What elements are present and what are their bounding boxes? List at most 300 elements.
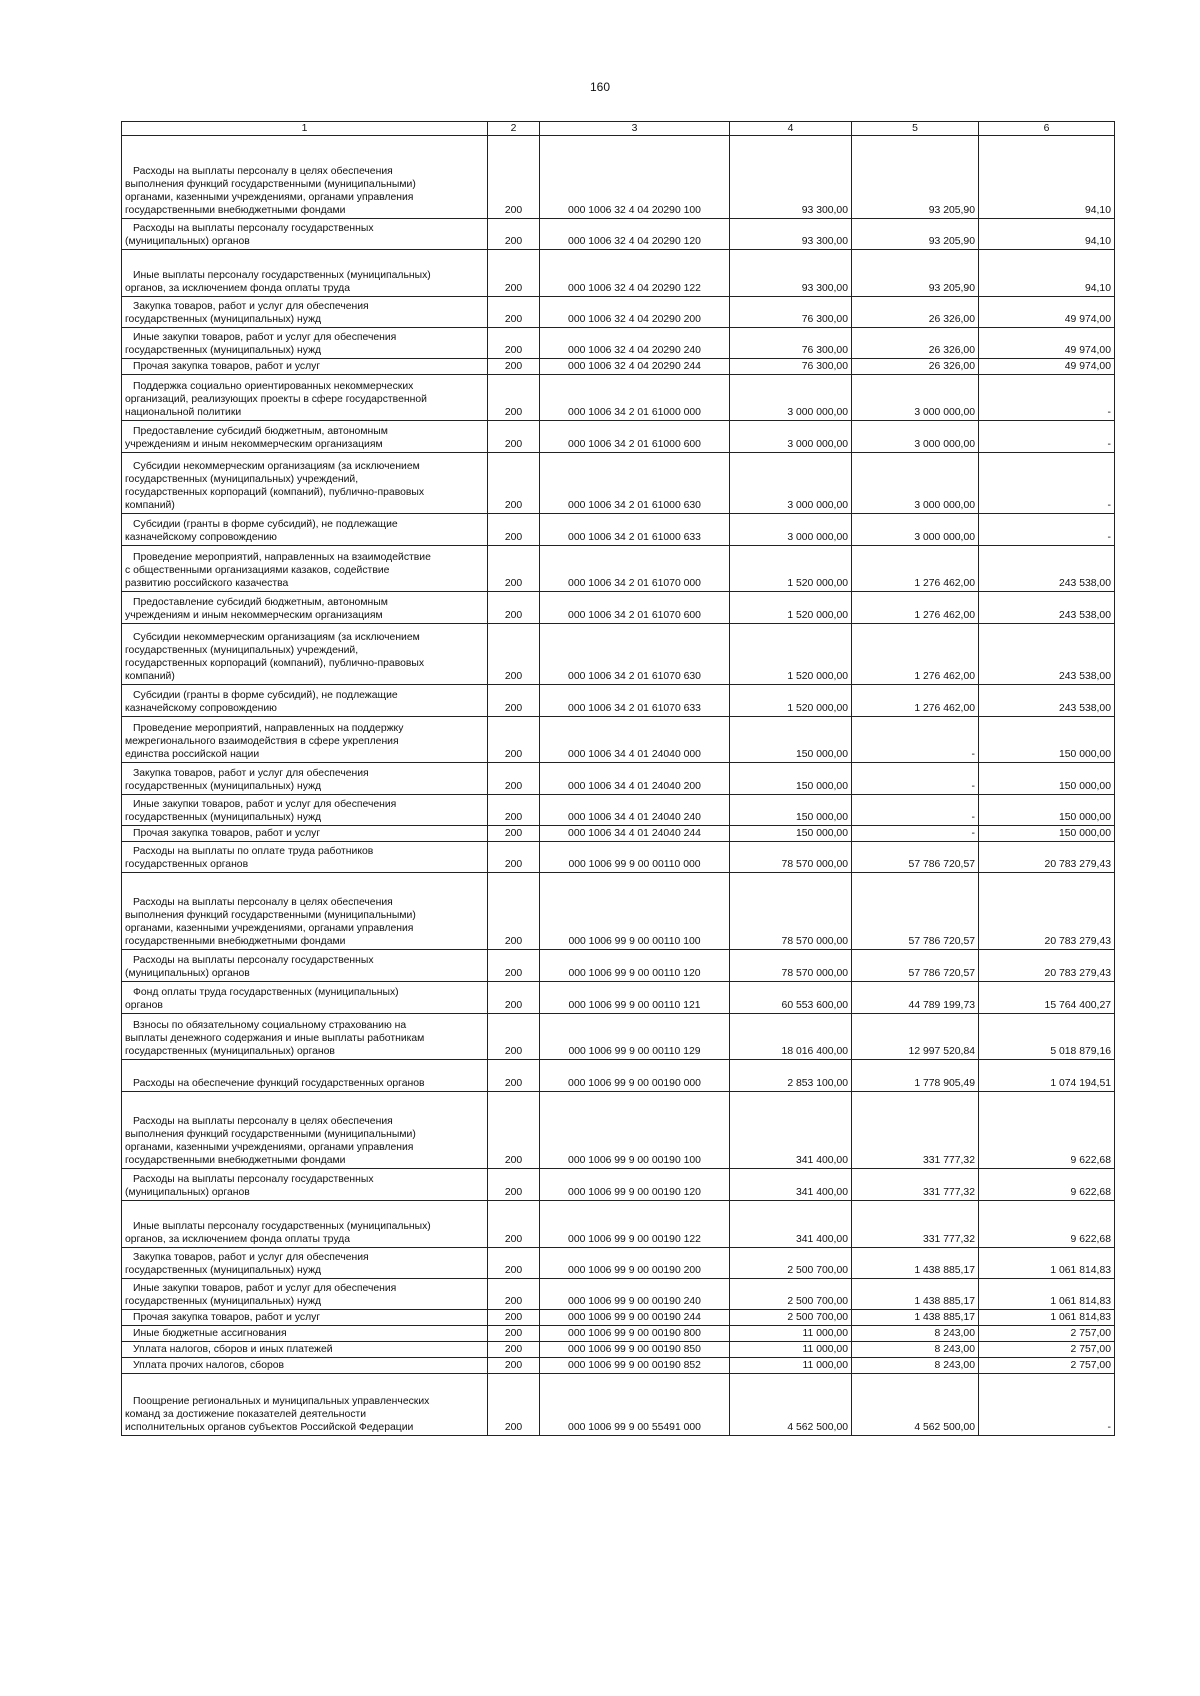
row-name-line: Расходы на выплаты персоналу в целях обеспечения bbox=[133, 897, 393, 908]
row-rest-cell: 1 074 194,51 bbox=[979, 1060, 1115, 1092]
row-plan-cell: 93 300,00 bbox=[730, 250, 852, 297]
row-kbk-cell: 000 1006 34 2 01 61070 630 bbox=[540, 624, 730, 685]
row-fact-cell: 1 438 885,17 bbox=[852, 1279, 979, 1310]
row-name-cell bbox=[122, 1248, 488, 1279]
row-name-cell bbox=[122, 1060, 488, 1092]
row-name-line: государственными внебюджетными фондами bbox=[125, 936, 346, 947]
row-rest-cell: 9 622,68 bbox=[979, 1201, 1115, 1248]
row-name-line: развитию российского казачества bbox=[125, 578, 289, 589]
table-row bbox=[122, 1279, 1115, 1310]
row-kbk-cell: 000 1006 99 9 00 00110 100 bbox=[540, 873, 730, 950]
row-rest-cell: 49 974,00 bbox=[979, 359, 1115, 375]
row-plan-cell: 76 300,00 bbox=[730, 359, 852, 375]
row-plan-cell: 78 570 000,00 bbox=[730, 950, 852, 982]
row-kbk-cell: 000 1006 99 9 00 00190 120 bbox=[540, 1169, 730, 1201]
table-row bbox=[122, 1342, 1115, 1358]
row-name-line: Уплата прочих налогов, сборов bbox=[133, 1360, 285, 1371]
row-name-line: Иные бюджетные ассигнования bbox=[133, 1328, 287, 1339]
row-fact-cell: 1 276 462,00 bbox=[852, 592, 979, 624]
row-fact-cell: 8 243,00 bbox=[852, 1342, 979, 1358]
row-kbk-cell: 000 1006 34 4 01 24040 244 bbox=[540, 826, 730, 842]
row-kbk-cell: 000 1006 32 4 04 20290 122 bbox=[540, 250, 730, 297]
row-name-line: команд за достижение показателей деятельности bbox=[125, 1409, 367, 1420]
row-plan-cell: 1 520 000,00 bbox=[730, 685, 852, 717]
row-kbk-cell: 000 1006 32 4 04 20290 120 bbox=[540, 219, 730, 250]
row-rest-cell: 5 018 879,16 bbox=[979, 1014, 1115, 1060]
row-fact-cell: 12 997 520,84 bbox=[852, 1014, 979, 1060]
row-name-line: Субсидии некоммерческим организациям (за исключением bbox=[133, 461, 420, 472]
row-rest-cell: 2 757,00 bbox=[979, 1358, 1115, 1374]
row-code-cell: 200 bbox=[488, 1310, 540, 1326]
row-fact-cell: 8 243,00 bbox=[852, 1326, 979, 1342]
row-name-cell bbox=[122, 219, 488, 250]
row-name-line: Закупка товаров, работ и услуг для обеспечения bbox=[133, 768, 369, 779]
row-code-cell: 200 bbox=[488, 1014, 540, 1060]
row-rest-cell: 49 974,00 bbox=[979, 328, 1115, 359]
row-kbk-cell: 000 1006 34 2 01 61000 600 bbox=[540, 421, 730, 453]
row-fact-cell: 3 000 000,00 bbox=[852, 375, 979, 421]
row-name-cell bbox=[122, 136, 488, 219]
row-name-line: Иные закупки товаров, работ и услуг для обеспечения bbox=[133, 799, 397, 810]
row-name-cell bbox=[122, 1342, 488, 1358]
row-name-line: Закупка товаров, работ и услуг для обеспечения bbox=[133, 1252, 369, 1263]
row-name-line: органов, за исключением фонда оплаты труда bbox=[125, 1234, 351, 1245]
row-kbk-cell: 000 1006 99 9 00 00190 852 bbox=[540, 1358, 730, 1374]
row-name-line: Субсидии (гранты в форме субсидий), не подлежащие bbox=[133, 519, 398, 530]
table-row bbox=[122, 375, 1115, 421]
row-plan-cell: 2 500 700,00 bbox=[730, 1279, 852, 1310]
row-plan-cell: 2 500 700,00 bbox=[730, 1248, 852, 1279]
row-fact-cell: 3 000 000,00 bbox=[852, 421, 979, 453]
row-name-line: Субсидии (гранты в форме субсидий), не подлежащие bbox=[133, 690, 398, 701]
row-name-cell bbox=[122, 297, 488, 328]
row-rest-cell: 243 538,00 bbox=[979, 624, 1115, 685]
row-name-line: Расходы на обеспечение функций государственных органов bbox=[133, 1078, 425, 1089]
row-name-line: компаний) bbox=[125, 500, 175, 511]
row-name-line: государственных (муниципальных) нужд bbox=[125, 812, 322, 823]
row-rest-cell: 9 622,68 bbox=[979, 1092, 1115, 1169]
row-name-line: Прочая закупка товаров, работ и услуг bbox=[133, 828, 321, 839]
row-name-line: Предоставление субсидий бюджетным, автономным bbox=[133, 597, 388, 608]
row-name-line: органов, за исключением фонда оплаты труда bbox=[125, 283, 351, 294]
row-name-line: Уплата налогов, сборов и иных платежей bbox=[133, 1344, 333, 1355]
column-header-1: 1 bbox=[122, 122, 488, 136]
row-code-cell: 200 bbox=[488, 795, 540, 826]
row-rest-cell: - bbox=[979, 1374, 1115, 1436]
table-row bbox=[122, 1358, 1115, 1374]
row-code-cell: 200 bbox=[488, 453, 540, 514]
row-name-cell bbox=[122, 375, 488, 421]
row-fact-cell: 8 243,00 bbox=[852, 1358, 979, 1374]
row-fact-cell: 1 438 885,17 bbox=[852, 1248, 979, 1279]
table-row bbox=[122, 219, 1115, 250]
row-name-line: компаний) bbox=[125, 671, 175, 682]
row-name-line: государственных (муниципальных) нужд bbox=[125, 781, 322, 792]
row-name-line: Проведение мероприятий, направленных на взаимодействие bbox=[133, 552, 431, 563]
row-kbk-cell: 000 1006 34 2 01 61070 600 bbox=[540, 592, 730, 624]
row-fact-cell: 1 276 462,00 bbox=[852, 624, 979, 685]
row-name-cell bbox=[122, 717, 488, 763]
row-plan-cell: 341 400,00 bbox=[730, 1201, 852, 1248]
row-kbk-cell: 000 1006 99 9 00 00190 200 bbox=[540, 1248, 730, 1279]
row-rest-cell: 20 783 279,43 bbox=[979, 842, 1115, 873]
row-name-cell bbox=[122, 873, 488, 950]
row-rest-cell: 150 000,00 bbox=[979, 826, 1115, 842]
row-name-line: единства российской нации bbox=[125, 749, 260, 760]
row-fact-cell: 3 000 000,00 bbox=[852, 453, 979, 514]
row-kbk-cell: 000 1006 99 9 00 00190 850 bbox=[540, 1342, 730, 1358]
row-code-cell: 200 bbox=[488, 873, 540, 950]
row-name-cell bbox=[122, 1169, 488, 1201]
table-row bbox=[122, 873, 1115, 950]
row-name-cell bbox=[122, 328, 488, 359]
row-plan-cell: 150 000,00 bbox=[730, 763, 852, 795]
row-code-cell: 200 bbox=[488, 685, 540, 717]
row-name-cell bbox=[122, 421, 488, 453]
row-fact-cell: 93 205,90 bbox=[852, 219, 979, 250]
row-plan-cell: 93 300,00 bbox=[730, 136, 852, 219]
row-fact-cell: 331 777,32 bbox=[852, 1201, 979, 1248]
table-row bbox=[122, 1060, 1115, 1092]
row-name-cell bbox=[122, 1014, 488, 1060]
table-row bbox=[122, 795, 1115, 826]
row-kbk-cell: 000 1006 99 9 00 00190 000 bbox=[540, 1060, 730, 1092]
row-code-cell: 200 bbox=[488, 136, 540, 219]
row-name-cell bbox=[122, 592, 488, 624]
row-rest-cell: 94,10 bbox=[979, 250, 1115, 297]
row-fact-cell: - bbox=[852, 763, 979, 795]
row-name-line: Расходы на выплаты персоналу государственных bbox=[133, 1174, 374, 1185]
row-name-line: Субсидии некоммерческим организациям (за исключением bbox=[133, 632, 420, 643]
row-name-line: Расходы на выплаты персоналу государственных bbox=[133, 955, 374, 966]
row-kbk-cell: 000 1006 34 4 01 24040 200 bbox=[540, 763, 730, 795]
row-name-line: государственных корпораций (компаний), публично-правовых bbox=[125, 487, 425, 498]
row-plan-cell: 3 000 000,00 bbox=[730, 453, 852, 514]
row-rest-cell: 20 783 279,43 bbox=[979, 873, 1115, 950]
row-name-line: (муниципальных) органов bbox=[125, 1187, 250, 1198]
row-code-cell: 200 bbox=[488, 546, 540, 592]
table-header-row bbox=[122, 122, 1115, 136]
row-name-line: выплаты денежного содержания и иные выплаты работникам bbox=[125, 1033, 425, 1044]
table-row bbox=[122, 1092, 1115, 1169]
table-row bbox=[122, 1201, 1115, 1248]
table-row bbox=[122, 842, 1115, 873]
row-fact-cell: - bbox=[852, 795, 979, 826]
column-header-2: 2 bbox=[488, 122, 540, 136]
row-plan-cell: 341 400,00 bbox=[730, 1169, 852, 1201]
row-code-cell: 200 bbox=[488, 826, 540, 842]
column-header-5: 5 bbox=[852, 122, 979, 136]
column-header-3: 3 bbox=[540, 122, 730, 136]
table-row bbox=[122, 1169, 1115, 1201]
row-kbk-cell: 000 1006 34 2 01 61070 000 bbox=[540, 546, 730, 592]
row-rest-cell: 150 000,00 bbox=[979, 717, 1115, 763]
row-name-line: государственных (муниципальных) учреждений, bbox=[125, 645, 359, 656]
row-plan-cell: 93 300,00 bbox=[730, 219, 852, 250]
row-name-line: (муниципальных) органов bbox=[125, 968, 250, 979]
row-plan-cell: 18 016 400,00 bbox=[730, 1014, 852, 1060]
row-name-line: Прочая закупка товаров, работ и услуг bbox=[133, 1312, 321, 1323]
row-code-cell: 200 bbox=[488, 1326, 540, 1342]
row-code-cell: 200 bbox=[488, 1248, 540, 1279]
row-rest-cell: 243 538,00 bbox=[979, 592, 1115, 624]
row-name-line: органами, казенными учреждениями, органами управления bbox=[125, 192, 414, 203]
row-code-cell: 200 bbox=[488, 1169, 540, 1201]
row-code-cell: 200 bbox=[488, 297, 540, 328]
row-kbk-cell: 000 1006 34 2 01 61000 630 bbox=[540, 453, 730, 514]
row-kbk-cell: 000 1006 99 9 00 00190 100 bbox=[540, 1092, 730, 1169]
row-rest-cell: 20 783 279,43 bbox=[979, 950, 1115, 982]
row-name-line: Предоставление субсидий бюджетным, автономным bbox=[133, 426, 388, 437]
row-name-line: Иные выплаты персоналу государственных (муниципальных) bbox=[133, 1221, 431, 1232]
row-name-line: государственных (муниципальных) нужд bbox=[125, 345, 322, 356]
row-plan-cell: 150 000,00 bbox=[730, 826, 852, 842]
row-name-cell bbox=[122, 624, 488, 685]
row-code-cell: 200 bbox=[488, 328, 540, 359]
row-code-cell: 200 bbox=[488, 717, 540, 763]
table-row bbox=[122, 826, 1115, 842]
row-name-cell bbox=[122, 1326, 488, 1342]
row-kbk-cell: 000 1006 32 4 04 20290 200 bbox=[540, 297, 730, 328]
row-name-line: выполнения функций государственными (муниципальными) bbox=[125, 179, 416, 190]
row-name-line: органов bbox=[125, 1000, 163, 1011]
row-kbk-cell: 000 1006 99 9 00 00190 122 bbox=[540, 1201, 730, 1248]
row-name-line: Иные выплаты персоналу государственных (муниципальных) bbox=[133, 270, 431, 281]
row-code-cell: 200 bbox=[488, 842, 540, 873]
row-fact-cell: - bbox=[852, 717, 979, 763]
row-rest-cell: 49 974,00 bbox=[979, 297, 1115, 328]
table-row bbox=[122, 514, 1115, 546]
row-rest-cell: 94,10 bbox=[979, 219, 1115, 250]
row-fact-cell: 26 326,00 bbox=[852, 328, 979, 359]
row-kbk-cell: 000 1006 99 9 00 00110 000 bbox=[540, 842, 730, 873]
row-name-cell bbox=[122, 1092, 488, 1169]
row-kbk-cell: 000 1006 32 4 04 20290 100 bbox=[540, 136, 730, 219]
row-name-cell bbox=[122, 982, 488, 1014]
row-name-cell bbox=[122, 1279, 488, 1310]
row-name-line: Закупка товаров, работ и услуг для обеспечения bbox=[133, 301, 369, 312]
row-plan-cell: 78 570 000,00 bbox=[730, 842, 852, 873]
table-row bbox=[122, 1326, 1115, 1342]
row-code-cell: 200 bbox=[488, 421, 540, 453]
row-name-line: государственных (муниципальных) нужд bbox=[125, 314, 322, 325]
row-rest-cell: 243 538,00 bbox=[979, 685, 1115, 717]
row-code-cell: 200 bbox=[488, 250, 540, 297]
row-name-line: государственными внебюджетными фондами bbox=[125, 1155, 346, 1166]
table-row bbox=[122, 685, 1115, 717]
row-plan-cell: 11 000,00 bbox=[730, 1326, 852, 1342]
row-code-cell: 200 bbox=[488, 359, 540, 375]
row-fact-cell: 26 326,00 bbox=[852, 359, 979, 375]
row-name-line: Иные закупки товаров, работ и услуг для обеспечения bbox=[133, 332, 397, 343]
table-row bbox=[122, 1014, 1115, 1060]
row-fact-cell: 57 786 720,57 bbox=[852, 842, 979, 873]
row-plan-cell: 11 000,00 bbox=[730, 1358, 852, 1374]
row-name-line: с общественными организациями казаков, содействие bbox=[125, 565, 390, 576]
row-code-cell: 200 bbox=[488, 514, 540, 546]
row-kbk-cell: 000 1006 99 9 00 00190 800 bbox=[540, 1326, 730, 1342]
row-name-line: Проведение мероприятий, направленных на поддержку bbox=[133, 723, 404, 734]
row-name-line: выполнения функций государственными (муниципальными) bbox=[125, 910, 416, 921]
page-number: 160 bbox=[589, 80, 611, 94]
row-rest-cell: 1 061 814,83 bbox=[979, 1310, 1115, 1326]
row-fact-cell: 26 326,00 bbox=[852, 297, 979, 328]
table-row bbox=[122, 136, 1115, 219]
row-kbk-cell: 000 1006 32 4 04 20290 240 bbox=[540, 328, 730, 359]
row-fact-cell: 1 276 462,00 bbox=[852, 685, 979, 717]
row-rest-cell: 2 757,00 bbox=[979, 1342, 1115, 1358]
row-rest-cell: - bbox=[979, 421, 1115, 453]
table-row bbox=[122, 421, 1115, 453]
row-name-cell bbox=[122, 453, 488, 514]
row-code-cell: 200 bbox=[488, 950, 540, 982]
row-name-line: Прочая закупка товаров, работ и услуг bbox=[133, 361, 321, 372]
row-rest-cell: 150 000,00 bbox=[979, 795, 1115, 826]
row-kbk-cell: 000 1006 34 2 01 61000 000 bbox=[540, 375, 730, 421]
row-name-line: Иные закупки товаров, работ и услуг для обеспечения bbox=[133, 1283, 397, 1294]
row-name-line: государственных (муниципальных) нужд bbox=[125, 1265, 322, 1276]
row-name-line: Расходы на выплаты персоналу в целях обеспечения bbox=[133, 1116, 393, 1127]
table-row bbox=[122, 297, 1115, 328]
row-plan-cell: 78 570 000,00 bbox=[730, 873, 852, 950]
row-name-cell bbox=[122, 1374, 488, 1436]
row-name-cell bbox=[122, 685, 488, 717]
row-name-line: государственными внебюджетными фондами bbox=[125, 205, 346, 216]
row-name-line: Расходы на выплаты по оплате труда работников bbox=[133, 846, 374, 857]
table-row bbox=[122, 950, 1115, 982]
table-body bbox=[122, 136, 1115, 1436]
row-fact-cell: 4 562 500,00 bbox=[852, 1374, 979, 1436]
table-row bbox=[122, 250, 1115, 297]
row-rest-cell: 94,10 bbox=[979, 136, 1115, 219]
row-name-line: органами, казенными учреждениями, органами управления bbox=[125, 923, 414, 934]
table-row bbox=[122, 624, 1115, 685]
row-plan-cell: 2 853 100,00 bbox=[730, 1060, 852, 1092]
table-row bbox=[122, 1374, 1115, 1436]
row-rest-cell: 2 757,00 bbox=[979, 1326, 1115, 1342]
row-name-line: межрегионального взаимодействия в сфере укрепления bbox=[125, 736, 399, 747]
row-name-line: (муниципальных) органов bbox=[125, 236, 250, 247]
table-row bbox=[122, 1248, 1115, 1279]
row-name-line: казначейскому сопровождению bbox=[125, 532, 277, 543]
row-name-cell bbox=[122, 950, 488, 982]
row-rest-cell: 9 622,68 bbox=[979, 1169, 1115, 1201]
row-plan-cell: 76 300,00 bbox=[730, 297, 852, 328]
row-rest-cell: - bbox=[979, 453, 1115, 514]
row-plan-cell: 3 000 000,00 bbox=[730, 375, 852, 421]
row-plan-cell: 60 553 600,00 bbox=[730, 982, 852, 1014]
row-plan-cell: 1 520 000,00 bbox=[730, 592, 852, 624]
table-row bbox=[122, 763, 1115, 795]
row-name-line: исполнительных органов субъектов Российской Федерации bbox=[125, 1422, 414, 1433]
row-name-line: Расходы на выплаты персоналу государственных bbox=[133, 223, 374, 234]
row-plan-cell: 150 000,00 bbox=[730, 795, 852, 826]
row-name-cell bbox=[122, 250, 488, 297]
row-rest-cell: 243 538,00 bbox=[979, 546, 1115, 592]
row-name-cell bbox=[122, 546, 488, 592]
row-name-cell bbox=[122, 1201, 488, 1248]
row-plan-cell: 341 400,00 bbox=[730, 1092, 852, 1169]
table-row bbox=[122, 359, 1115, 375]
row-kbk-cell: 000 1006 34 2 01 61000 633 bbox=[540, 514, 730, 546]
row-plan-cell: 1 520 000,00 bbox=[730, 624, 852, 685]
row-kbk-cell: 000 1006 34 4 01 24040 240 bbox=[540, 795, 730, 826]
table-row bbox=[122, 453, 1115, 514]
row-code-cell: 200 bbox=[488, 1374, 540, 1436]
row-name-cell bbox=[122, 514, 488, 546]
row-name-cell bbox=[122, 842, 488, 873]
row-code-cell: 200 bbox=[488, 763, 540, 795]
row-code-cell: 200 bbox=[488, 375, 540, 421]
row-name-line: государственных корпораций (компаний), публично-правовых bbox=[125, 658, 425, 669]
row-kbk-cell: 000 1006 34 4 01 24040 000 bbox=[540, 717, 730, 763]
row-code-cell: 200 bbox=[488, 624, 540, 685]
row-fact-cell: 331 777,32 bbox=[852, 1092, 979, 1169]
row-plan-cell: 11 000,00 bbox=[730, 1342, 852, 1358]
row-name-cell bbox=[122, 359, 488, 375]
row-name-line: казначейскому сопровождению bbox=[125, 703, 277, 714]
row-rest-cell: 1 061 814,83 bbox=[979, 1279, 1115, 1310]
budget-execution-table bbox=[121, 121, 1115, 1436]
row-name-line: органами, казенными учреждениями, органами управления bbox=[125, 1142, 414, 1153]
row-name-line: учреждениям и иным некоммерческим организациям bbox=[125, 610, 383, 621]
row-fact-cell: 1 778 905,49 bbox=[852, 1060, 979, 1092]
table-row bbox=[122, 1310, 1115, 1326]
row-code-cell: 200 bbox=[488, 592, 540, 624]
row-name-cell bbox=[122, 763, 488, 795]
row-name-line: национальной политики bbox=[125, 407, 242, 418]
row-name-line: организаций, реализующих проекты в сфере государственной bbox=[125, 394, 427, 405]
row-code-cell: 200 bbox=[488, 1358, 540, 1374]
row-plan-cell: 2 500 700,00 bbox=[730, 1310, 852, 1326]
row-code-cell: 200 bbox=[488, 982, 540, 1014]
row-name-line: учреждениям и иным некоммерческим организациям bbox=[125, 439, 383, 450]
row-rest-cell: - bbox=[979, 375, 1115, 421]
row-plan-cell: 3 000 000,00 bbox=[730, 421, 852, 453]
row-name-cell bbox=[122, 1310, 488, 1326]
table-row bbox=[122, 717, 1115, 763]
row-code-cell: 200 bbox=[488, 1201, 540, 1248]
row-fact-cell: 57 786 720,57 bbox=[852, 950, 979, 982]
row-name-line: государственных (муниципальных) учреждений, bbox=[125, 474, 359, 485]
row-fact-cell: 331 777,32 bbox=[852, 1169, 979, 1201]
row-kbk-cell: 000 1006 99 9 00 00190 244 bbox=[540, 1310, 730, 1326]
row-kbk-cell: 000 1006 99 9 00 00110 129 bbox=[540, 1014, 730, 1060]
row-code-cell: 200 bbox=[488, 1092, 540, 1169]
row-kbk-cell: 000 1006 99 9 00 00110 120 bbox=[540, 950, 730, 982]
row-code-cell: 200 bbox=[488, 1279, 540, 1310]
row-name-line: государственных органов bbox=[125, 859, 249, 870]
row-kbk-cell: 000 1006 34 2 01 61070 633 bbox=[540, 685, 730, 717]
column-header-4: 4 bbox=[730, 122, 852, 136]
table-row bbox=[122, 546, 1115, 592]
row-fact-cell: 57 786 720,57 bbox=[852, 873, 979, 950]
row-name-line: Фонд оплаты труда государственных (муниципальных) bbox=[133, 987, 399, 998]
row-code-cell: 200 bbox=[488, 219, 540, 250]
row-kbk-cell: 000 1006 99 9 00 00190 240 bbox=[540, 1279, 730, 1310]
row-rest-cell: 1 061 814,83 bbox=[979, 1248, 1115, 1279]
row-rest-cell: - bbox=[979, 514, 1115, 546]
row-plan-cell: 3 000 000,00 bbox=[730, 514, 852, 546]
row-name-line: Взносы по обязательному социальному страхованию на bbox=[133, 1020, 407, 1031]
column-header-6: 6 bbox=[979, 122, 1115, 136]
row-kbk-cell: 000 1006 99 9 00 00110 121 bbox=[540, 982, 730, 1014]
row-plan-cell: 76 300,00 bbox=[730, 328, 852, 359]
row-plan-cell: 1 520 000,00 bbox=[730, 546, 852, 592]
row-kbk-cell: 000 1006 32 4 04 20290 244 bbox=[540, 359, 730, 375]
row-kbk-cell: 000 1006 99 9 00 55491 000 bbox=[540, 1374, 730, 1436]
row-fact-cell: 93 205,90 bbox=[852, 250, 979, 297]
